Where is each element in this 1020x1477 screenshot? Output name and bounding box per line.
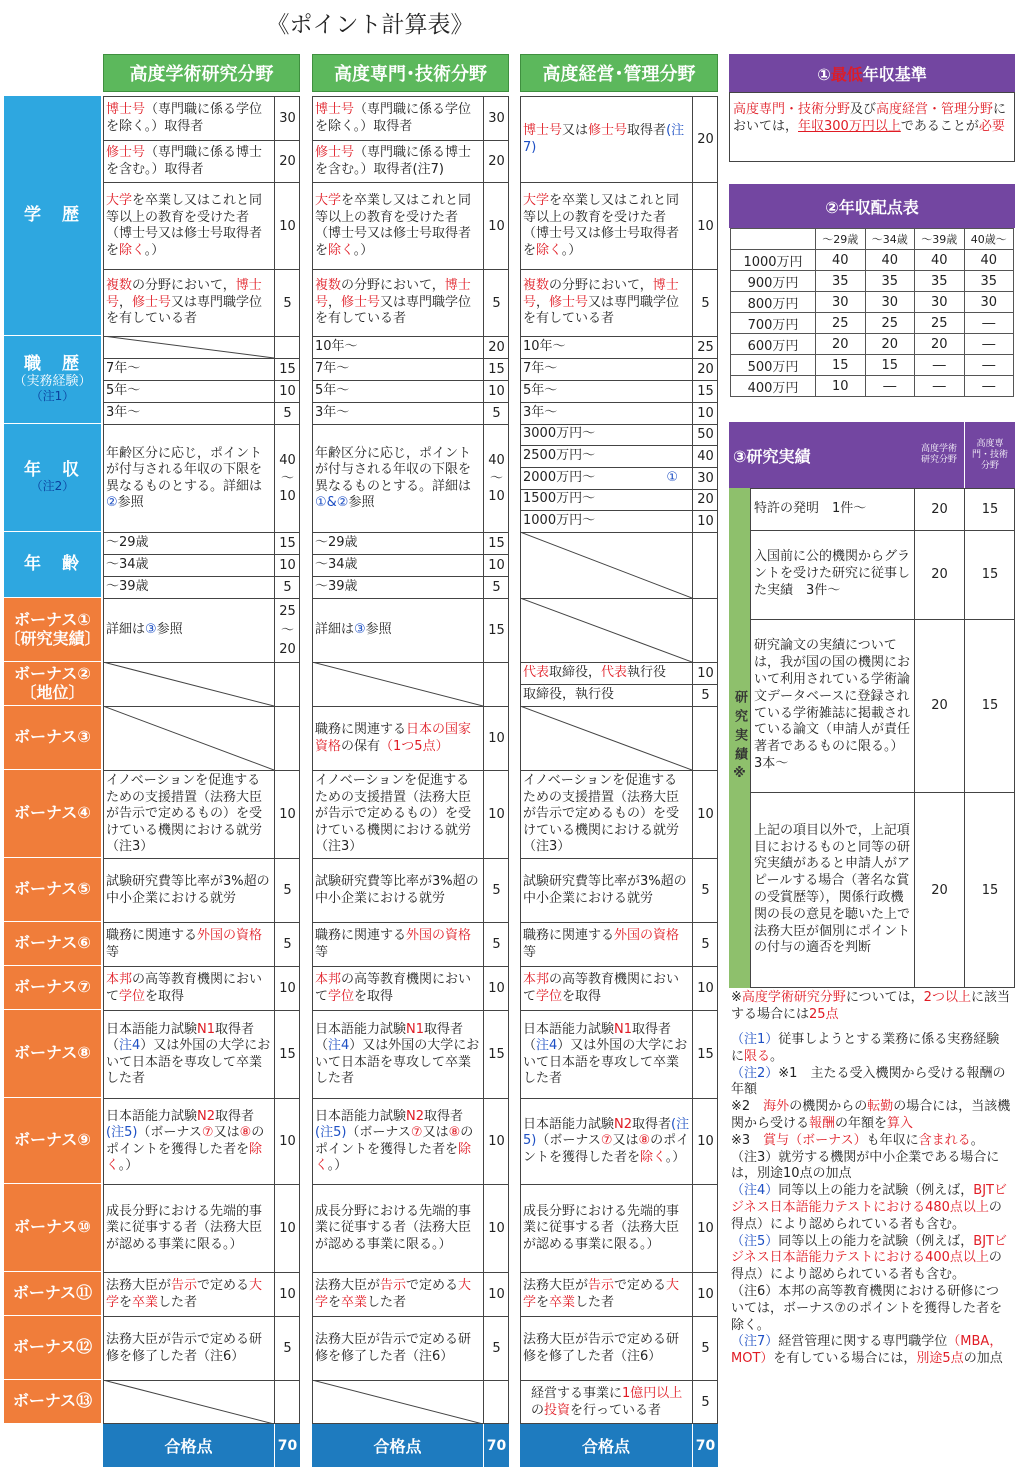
table-cell: 30	[865, 292, 915, 313]
points-value: 10	[692, 183, 718, 269]
category-label: ボーナス⑧	[14, 1043, 91, 1063]
row-bonus-7: 本邦の高等教育機関において学位を取得	[315, 972, 472, 1004]
points-value: 10	[274, 183, 300, 269]
row-bonus-9: 日本語能力試験N2取得者(注5)（ボーナス⑦又は⑧のポイントを獲得した者を除く。）	[523, 1116, 690, 1165]
research-points-academic: 20	[914, 488, 964, 530]
note-6: （注6）本邦の高等教育機関における研修については，ボーナス⑦のポイントを獲得した者を除く。	[731, 1283, 1003, 1333]
row-bonus-8: 日本語能力試験N1取得者（注4）又は外国の大学において日本語を専攻して卒業した者	[106, 1021, 271, 1086]
passing-score-value: 70	[483, 1424, 509, 1467]
table-cell: ―	[964, 376, 1014, 397]
row-age-39: ～39歳	[315, 578, 358, 594]
row-university: 大学を卒業し又はこれと同等以上の教育を受けた者（博士号又は修士号取得者を除く。）	[106, 193, 263, 258]
row-masters: 修士号（専門職に係る博士を含む。）取得者(注7)	[315, 145, 472, 177]
points-value: 15	[483, 358, 509, 380]
points-value: 10	[483, 967, 509, 1010]
points-value: 10	[483, 554, 509, 576]
category-bonus-11	[4, 1272, 101, 1316]
points-value: 15	[274, 1011, 300, 1098]
table-row	[731, 292, 1014, 313]
points-value: 5	[692, 1381, 718, 1424]
row-university: 大学を卒業し又はこれと同等以上の教育を受けた者（博士号又は修士号取得者を除く。）	[523, 193, 680, 258]
category-age	[4, 532, 101, 598]
table-header-cell: ～34歳	[865, 229, 915, 250]
row-bonus-2-representative: 代表取締役，代表執行役	[523, 664, 667, 680]
row-income-2500: 2500万円～	[523, 447, 596, 463]
row-bonus-8: 日本語能力試験N1取得者（注4）又は外国の大学において日本語を専攻して卒業した者	[523, 1021, 688, 1086]
points-value: 5	[483, 1317, 509, 1380]
points-value: 10	[274, 1273, 300, 1316]
row-bonus-11: 法務大臣が告示で定める大学を卒業した者	[523, 1278, 680, 1310]
category-label: ボーナス③	[14, 727, 91, 747]
row-bonus-10: 成長分野における先端的事業に従事する者（法務大臣が認める事業に限る。）	[106, 1203, 263, 1252]
table-header-cell: ～29歳	[816, 229, 866, 250]
points-value: 10	[274, 1185, 300, 1272]
panel-minimum-income-body: 高度専門・技術分野及び高度経営・管理分野においては，年収300万円以上であることが必要	[729, 92, 1015, 162]
row-career-3: 3年～	[523, 404, 558, 420]
row-income: 年齢区分に応じ，ポイントが付与される年収の下限を異なるものとする。詳細は②参照	[106, 445, 263, 510]
row-bonus-9: 日本語能力試験N2取得者(注5)（ボーナス⑦又は⑧のポイントを獲得した者を除く。）	[106, 1108, 265, 1173]
row-income-3000: 3000万円～	[523, 426, 596, 442]
research-points-academic: 20	[914, 619, 964, 792]
points-value: 5	[274, 270, 300, 336]
points-value: 15	[483, 532, 509, 554]
points-value: 15	[483, 599, 509, 662]
row-age-34: ～34歳	[315, 556, 358, 572]
category-label: ボーナス②	[14, 664, 91, 684]
table-cell: 40	[915, 250, 965, 271]
research-points-academic: 20	[914, 792, 964, 988]
passing-score-value: 70	[274, 1424, 300, 1467]
table-cell: 1000万円	[731, 250, 816, 271]
points-value: 10	[483, 771, 509, 858]
research-points-technical: 15	[964, 619, 1015, 792]
points-value: 15	[692, 380, 718, 402]
row-bonus-7: 本邦の高等教育機関において学位を取得	[106, 972, 263, 1004]
table-cell: 30	[816, 292, 866, 313]
category-label: ボーナス⑩	[14, 1217, 91, 1237]
category-sub: （実務経験）	[13, 373, 92, 389]
row-bonus-4: イノベーションを促進するための支援措置（法務大臣が告示で定めるもの）を受けている機関における就労（注3）	[315, 773, 472, 855]
row-multiple-degrees: 複数の分野において，博士号，修士号又は専門職学位を有している者	[106, 278, 263, 327]
points-value: 30	[274, 97, 300, 140]
category-label: 職 歴	[24, 354, 81, 375]
points-value: 40	[692, 445, 718, 467]
research-item: 入国前に公的機関からグラントを受けた研究に従事した実績 3件～	[754, 549, 911, 598]
category-label: ボーナス④	[14, 803, 91, 823]
row-bonus-13: 経営する事業に1億円以上の投資を行っている者	[531, 1386, 683, 1418]
category-bonus-12	[4, 1316, 101, 1380]
points-value: 10	[692, 402, 718, 424]
note-7: （注7）経営管理に関する専門職学位（MBA，MOT）を有している場合には，別途5点の加点	[731, 1334, 1003, 1367]
points-value: 5	[274, 576, 300, 598]
row-career-5: 5年～	[106, 382, 141, 398]
category-note: （注2）	[30, 479, 75, 494]
row-age-29: ～29歳	[106, 534, 149, 550]
points-value: 20	[692, 97, 718, 182]
category-education	[4, 96, 101, 336]
note-5: （注5）同等以上の能力を試験（例えば，BJTビジネス日本語能力テストにおける400点以上の得点）により認められている者も含む。	[731, 1233, 1007, 1283]
table-row	[731, 313, 1014, 334]
table-cell: 700万円	[731, 313, 816, 334]
table-header-row	[731, 229, 1014, 250]
points-value: 5	[274, 923, 300, 966]
row-bonus-5: 試験研究費等比率が3%超の中小企業における就労	[315, 874, 479, 906]
table-cell: 10	[816, 376, 866, 397]
row-doctorate: 博士号（専門職に係る学位を除く。）取得者	[106, 102, 263, 134]
table-header-cell: 40歳～	[964, 229, 1014, 250]
points-value: 5	[483, 270, 509, 336]
points-value: 5	[692, 859, 718, 922]
row-career-7: 7年～	[523, 360, 558, 376]
note-3: （注3）就労する機関が中小企業である場合には，別途10点の加点	[731, 1149, 1000, 1182]
table-cell: 15	[816, 355, 866, 376]
table-cell: 30	[964, 292, 1014, 313]
table-cell: 30	[915, 292, 965, 313]
points-value: 5	[692, 270, 718, 336]
row-bonus-6: 職務に関連する外国の資格等	[315, 928, 472, 960]
category-bonus-3	[4, 706, 101, 770]
row-age-29: ～29歳	[315, 534, 358, 550]
points-range: 40 〜 10	[483, 425, 509, 532]
points-value: 10	[692, 771, 718, 858]
points-value: 5	[692, 1317, 718, 1380]
row-bonus-2-director: 取締役，執行役	[523, 686, 615, 702]
row-bonus-4: イノベーションを促進するための支援措置（法務大臣が告示で定めるもの）を受けている機関における就労（注3）	[106, 773, 263, 855]
category-note: （注1）	[30, 388, 75, 403]
table-cell: ―	[964, 355, 1014, 376]
points-value: 10	[692, 1099, 718, 1184]
research-footnote: ※高度学術研究分野については，2つ以上に該当する場合には25点	[731, 990, 1010, 1022]
points-value: 20	[483, 336, 509, 358]
row-multiple-degrees: 複数の分野において，博士号，修士号又は専門職学位を有している者	[315, 278, 472, 327]
row-age-39: ～39歳	[106, 578, 149, 594]
research-item: 研究論文の実績については，我が国の国の機関において利用されている学術論文データベースに登録されている学術雑誌に掲載されている論文（申請人が責任著者であるものに限る。） 3本～	[754, 638, 911, 771]
points-value: 50	[692, 424, 718, 445]
table-cell: 35	[816, 271, 866, 292]
points-value: 20	[692, 358, 718, 380]
points-value: 30	[692, 467, 718, 489]
row-income-1000: 1000万円～	[523, 512, 596, 528]
notes-block	[731, 1032, 1011, 1368]
points-value: 10	[274, 1099, 300, 1184]
passing-score-label: 合格点	[103, 1424, 274, 1467]
points-value: 15	[483, 1011, 509, 1098]
category-bonus-8	[4, 1010, 101, 1098]
category-label: ボーナス⑨	[14, 1130, 91, 1150]
panel-minimum-income-header: ①最低年収基準	[729, 54, 1015, 92]
points-value: 15	[274, 358, 300, 380]
table-cell: 800万円	[731, 292, 816, 313]
column-header-technical: 高度専門･技術分野	[312, 54, 509, 92]
points-range: 40 〜 10	[274, 425, 300, 532]
row-bonus-11: 法務大臣が告示で定める大学を卒業した者	[315, 1278, 472, 1310]
table-cell: 20	[915, 334, 965, 355]
points-value: 10	[692, 1273, 718, 1316]
category-career	[4, 336, 101, 424]
table-cell: 35	[865, 271, 915, 292]
points-value: 5	[483, 576, 509, 598]
row-bonus-1: 詳細は③参照	[106, 622, 183, 638]
table-cell: 500万円	[731, 355, 816, 376]
category-bonus-7	[4, 966, 101, 1010]
points-value: 5	[274, 859, 300, 922]
points-value: 10	[483, 183, 509, 269]
category-label: 年 収	[24, 459, 81, 480]
points-value: 10	[483, 1099, 509, 1184]
category-label: ボーナス⑪	[12, 1283, 93, 1303]
category-label: 学 歴	[24, 204, 81, 225]
points-value: 5	[483, 923, 509, 966]
category-bonus-13	[4, 1380, 101, 1424]
note-2-c: ※3 賞与（ボーナス）も年収に含まれる。	[731, 1132, 984, 1148]
row-bonus-11: 法務大臣が告示で定める大学を卒業した者	[106, 1278, 263, 1310]
table-cell: 40	[964, 250, 1014, 271]
points-value: 10	[274, 967, 300, 1010]
table-cell: ―	[865, 376, 915, 397]
row-bonus-8: 日本語能力試験N1取得者（注4）又は外国の大学において日本語を専攻して卒業した者	[315, 1021, 480, 1086]
table-cell: 25	[816, 313, 866, 334]
row-bonus-10: 成長分野における先端的事業に従事する者（法務大臣が認める事業に限る。）	[523, 1203, 680, 1252]
row-bonus-9: 日本語能力試験N2取得者(注5)（ボーナス⑦又は⑧のポイントを獲得した者を除く。）	[315, 1108, 474, 1173]
points-value: 10	[274, 554, 300, 576]
table-cell: 20	[865, 334, 915, 355]
category-income	[4, 424, 101, 532]
row-income: 年齢区分に応じ，ポイントが付与される年収の下限を異なるものとする。詳細は①&②参照	[315, 445, 472, 510]
research-item: 特許の発明 1件～	[754, 500, 867, 516]
row-career-5: 5年～	[523, 382, 558, 398]
category-bonus-2	[4, 662, 101, 706]
panel-research-col1: 高度学術研究分野	[914, 422, 964, 488]
category-label: ボーナス⑤	[14, 879, 91, 899]
table-row	[731, 376, 1014, 397]
row-career-3: 3年～	[315, 404, 350, 420]
points-value: 5	[274, 402, 300, 424]
category-label: 年 齢	[24, 553, 81, 574]
row-doctorate-or-masters: 博士号又は修士号取得者(注7)	[523, 123, 685, 155]
column-header-academic: 高度学術研究分野	[103, 54, 300, 92]
category-label: ボーナス⑦	[14, 977, 91, 997]
income-points-table	[730, 228, 1014, 397]
points-value: 10	[483, 1185, 509, 1272]
table-cell: 600万円	[731, 334, 816, 355]
research-points-technical: 15	[964, 792, 1015, 988]
row-multiple-degrees: 複数の分野において，博士号，修士号又は専門職学位を有している者	[523, 278, 680, 327]
category-bonus-9	[4, 1098, 101, 1184]
research-points-technical: 15	[964, 530, 1015, 619]
category-bonus-4	[4, 770, 101, 858]
points-value: 20	[483, 141, 509, 182]
row-bonus-5: 試験研究費等比率が3%超の中小企業における就労	[106, 874, 270, 906]
points-value: 10	[274, 771, 300, 858]
table-row	[731, 250, 1014, 271]
category-bonus-5	[4, 858, 101, 922]
note-4: （注4）同等以上の能力を試験（例えば，BJTビジネス日本語能力テストにおける480点以上の得点）により認められている者も含む。	[731, 1183, 1007, 1232]
row-university: 大学を卒業し又はこれと同等以上の教育を受けた者（博士号又は修士号取得者を除く。）	[315, 193, 472, 258]
table-cell: 35	[915, 271, 965, 292]
research-points-technical: 15	[964, 488, 1015, 530]
table-cell: ―	[964, 313, 1014, 334]
table-header-cell: ～39歳	[915, 229, 965, 250]
row-masters: 修士号（専門職に係る博士を含む。）取得者	[106, 145, 263, 177]
points-value: 5	[483, 402, 509, 424]
category-label: ボーナス①	[14, 610, 91, 630]
table-cell: 15	[865, 355, 915, 376]
row-age-34: ～34歳	[106, 556, 149, 572]
category-sub: 〔研究実績〕	[4, 628, 101, 648]
table-corner	[731, 229, 816, 250]
row-bonus-12: 法務大臣が告示で定める研修を修了した者（注6）	[106, 1332, 263, 1364]
table-cell: ―	[964, 334, 1014, 355]
points-value: 30	[483, 97, 509, 140]
row-bonus-1: 詳細は③参照	[315, 622, 392, 638]
points-value: 10	[692, 510, 718, 532]
row-career-7: 7年～	[106, 360, 141, 376]
column-header-management: 高度経営･管理分野	[520, 54, 718, 92]
points-value: 10	[483, 380, 509, 402]
passing-score-value: 70	[692, 1424, 718, 1467]
row-bonus-12: 法務大臣が告示で定める研修を修了した者（注6）	[523, 1332, 680, 1364]
note-2: （注2）※1 主たる受入機関から受ける報酬の年額	[731, 1065, 1006, 1098]
panel-income-table-header: ②年収配点表	[729, 184, 1015, 228]
table-row	[731, 334, 1014, 355]
row-career-10: 10年～	[315, 338, 358, 354]
row-doctorate: 博士号（専門職に係る学位を除く。）取得者	[315, 102, 472, 134]
points-value: 5	[692, 923, 718, 966]
panel-research-col2: 高度専門・技術分野	[964, 422, 1015, 488]
row-bonus-7: 本邦の高等教育機関において学位を取得	[523, 972, 680, 1004]
row-bonus-6: 職務に関連する外国の資格等	[106, 928, 263, 960]
points-value: 20	[692, 489, 718, 510]
category-sub: 〔地位〕	[20, 682, 85, 702]
table-cell: 900万円	[731, 271, 816, 292]
row-income-1500: 1500万円～	[523, 491, 596, 507]
points-value: 5	[274, 1317, 300, 1380]
points-value: 10	[692, 967, 718, 1010]
table-cell: 40	[865, 250, 915, 271]
table-row	[731, 355, 1014, 376]
category-label: ボーナス⑥	[14, 933, 91, 953]
row-career-3: 3年～	[106, 404, 141, 420]
row-bonus-6: 職務に関連する外国の資格等	[523, 928, 680, 960]
table-cell: 40	[816, 250, 866, 271]
note-1: （注1）従事しようとする業務に係る実務経験に限る。	[731, 1032, 1000, 1064]
table-cell: 25	[915, 313, 965, 334]
research-points-academic: 20	[914, 530, 964, 619]
row-career-5: 5年～	[315, 382, 350, 398]
category-label: ボーナス⑬	[12, 1391, 93, 1411]
panel-research-header: ③研究実績	[729, 422, 914, 488]
table-cell: 400万円	[731, 376, 816, 397]
points-value: 15	[692, 1011, 718, 1098]
points-value: 25	[692, 336, 718, 358]
points-value: 10	[483, 1273, 509, 1316]
category-label: ボーナス⑫	[12, 1337, 93, 1357]
points-value: 10	[483, 707, 509, 770]
table-cell: 25	[865, 313, 915, 334]
category-bonus-1	[4, 598, 101, 662]
research-side-label: 研究実績※	[729, 488, 750, 988]
row-bonus-5: 試験研究費等比率が3%超の中小企業における就労	[523, 874, 687, 906]
table-row	[731, 271, 1014, 292]
note-2-b: ※2 海外の機関からの転勤の場合には，当該機関から受ける報酬の年額を算入	[731, 1099, 1011, 1131]
points-value: 10	[274, 380, 300, 402]
row-bonus-3: 職務に関連する日本の国家資格の保有（1つ5点）	[315, 722, 472, 754]
row-bonus-10: 成長分野における先端的事業に従事する者（法務大臣が認める事業に限る。）	[315, 1203, 472, 1252]
table-cell: 35	[964, 271, 1014, 292]
passing-score-label: 合格点	[520, 1424, 692, 1467]
category-bonus-10	[4, 1184, 101, 1272]
category-bonus-6	[4, 922, 101, 966]
points-value: 15	[274, 532, 300, 554]
passing-score-label: 合格点	[312, 1424, 483, 1467]
row-career-10: 10年～	[523, 338, 566, 354]
points-value: 10	[692, 662, 718, 684]
row-career-7: 7年～	[315, 360, 350, 376]
row-income-2000: 2000万円～ ①	[523, 469, 678, 485]
points-value: 10	[692, 1185, 718, 1272]
row-bonus-4: イノベーションを促進するための支援措置（法務大臣が告示で定めるもの）を受けている機関における就労（注3）	[523, 773, 680, 855]
points-value: 5	[483, 859, 509, 922]
points-range: 25 〜 20	[274, 599, 300, 662]
table-cell: ―	[915, 376, 965, 397]
table-cell: 20	[816, 334, 866, 355]
points-value: 5	[692, 684, 718, 706]
table-cell: ―	[915, 355, 965, 376]
row-bonus-12: 法務大臣が告示で定める研修を修了した者（注6）	[315, 1332, 472, 1364]
page-title: 《ポイント計算表》	[266, 12, 474, 38]
research-item: 上記の項目以外で，上記項目におけるものと同等の研究実績があると申請人がアピールする場合（著名な賞の受賞歴等），関係行政機関の長の意見を聴いた上で法務大臣が個別にポイントの付与の適否を判断	[754, 822, 911, 956]
points-value: 20	[274, 141, 300, 182]
